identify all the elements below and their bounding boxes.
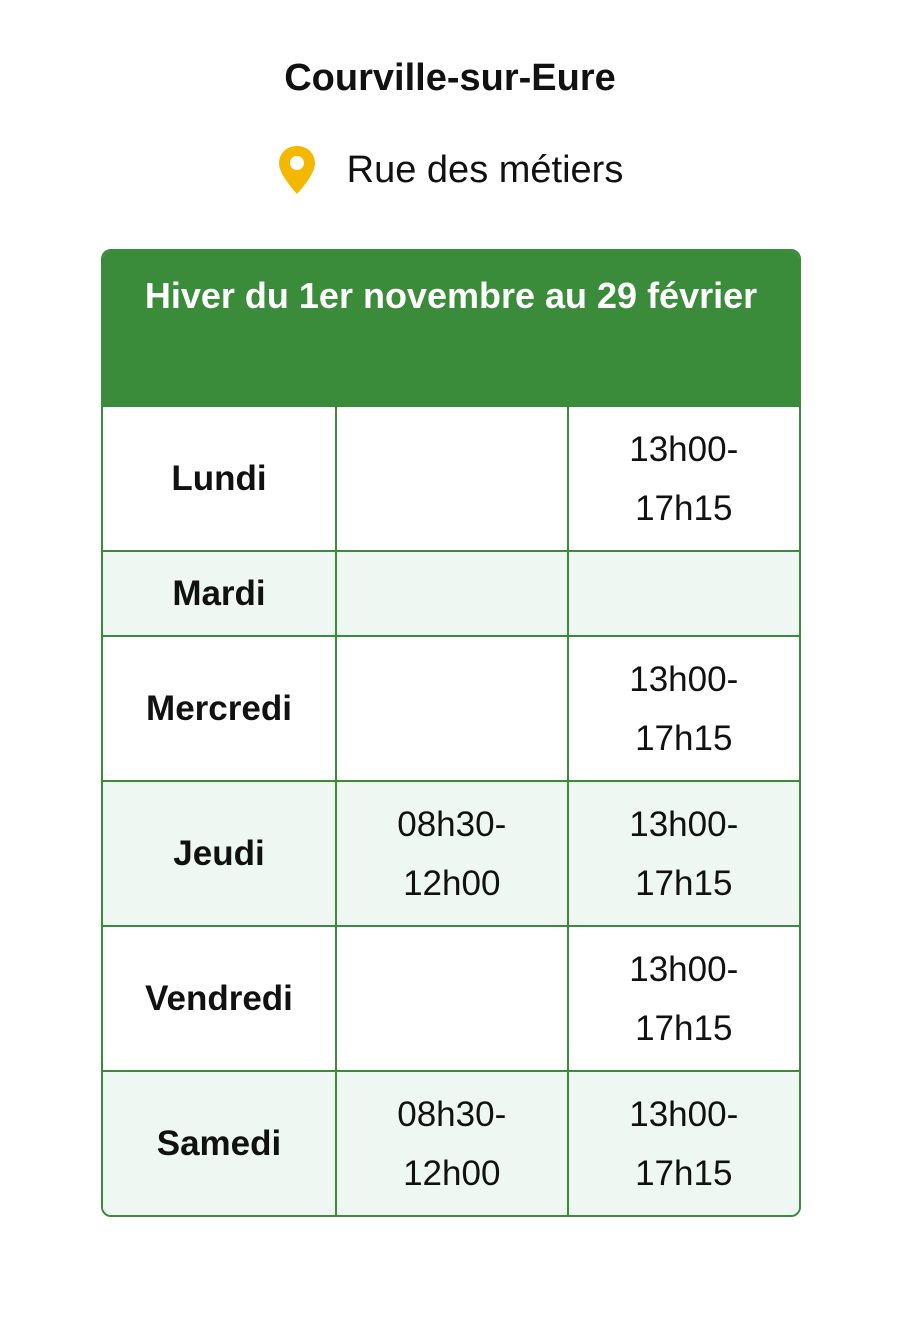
season-header: Hiver du 1er novembre au 29 février [103, 251, 799, 405]
page-title: Courville-sur-Eure [284, 57, 616, 99]
morning-hours [336, 406, 568, 551]
afternoon-hours: 13h00-17h15 [568, 406, 800, 551]
afternoon-hours: 13h00-17h15 [568, 781, 800, 926]
address-text: Rue des métiers [346, 149, 624, 191]
table-row [103, 781, 799, 926]
table-row [103, 636, 799, 781]
table-row [103, 926, 799, 1071]
morning-hours [336, 636, 568, 781]
afternoon-hours [568, 551, 800, 636]
day-label: Lundi [103, 406, 336, 551]
hours-grid [103, 405, 799, 1215]
table-row [103, 1071, 799, 1215]
address-row [0, 140, 900, 200]
day-label: Vendredi [103, 926, 336, 1071]
afternoon-hours: 13h00-17h15 [568, 636, 800, 781]
day-label: Jeudi [103, 781, 336, 926]
day-label: Mardi [103, 551, 336, 636]
afternoon-hours: 13h00-17h15 [568, 1071, 800, 1215]
morning-hours: 08h30-12h00 [336, 1071, 568, 1215]
afternoon-hours: 13h00-17h15 [568, 926, 800, 1071]
table-row [103, 551, 799, 636]
table-row [103, 406, 799, 551]
map-pin-icon [277, 144, 317, 196]
morning-hours [336, 551, 568, 636]
schedule-table [101, 249, 801, 1217]
morning-hours: 08h30-12h00 [336, 781, 568, 926]
day-label: Mercredi [103, 636, 336, 781]
day-label: Samedi [103, 1071, 336, 1215]
morning-hours [336, 926, 568, 1071]
